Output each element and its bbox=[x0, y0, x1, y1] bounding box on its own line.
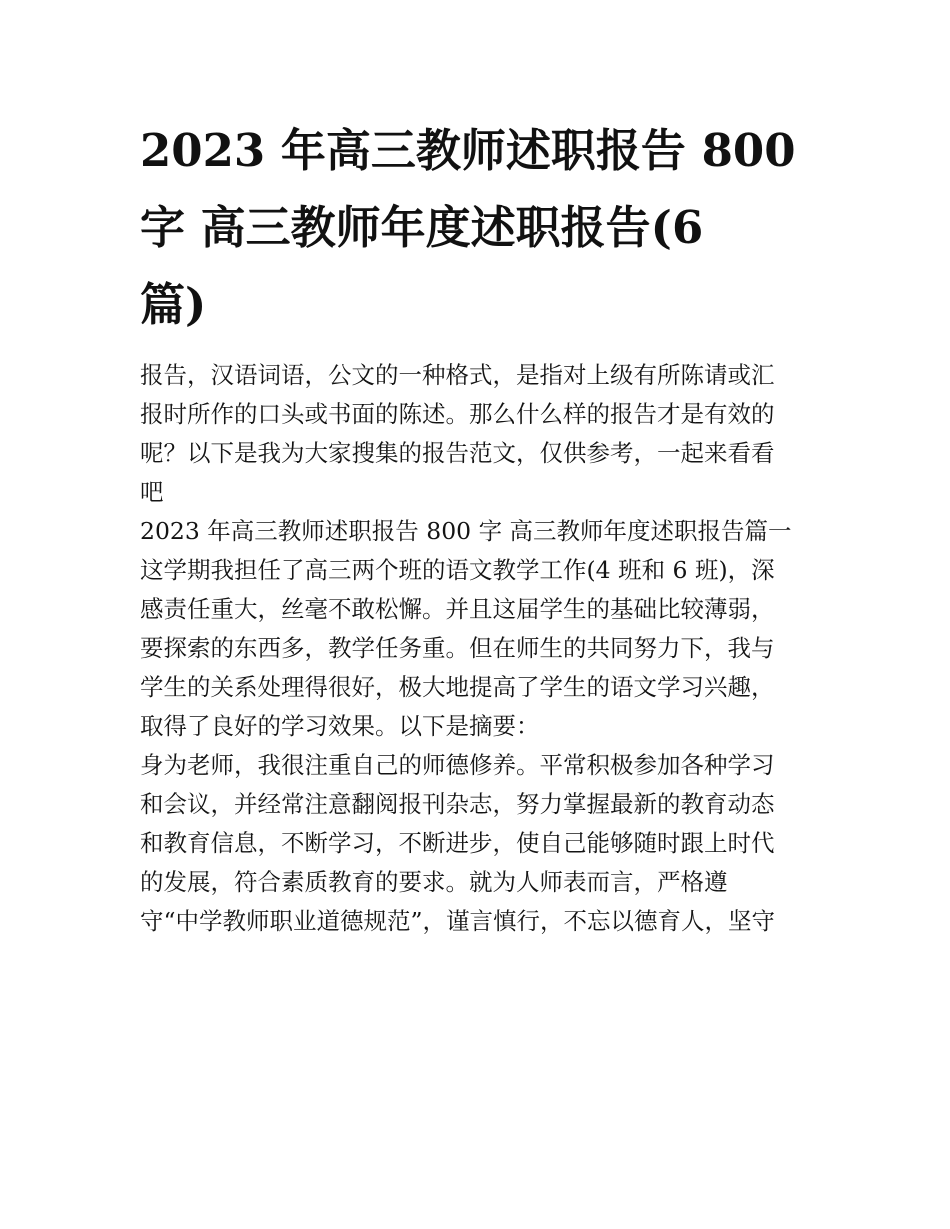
intro-line: 呢？以下是我为大家搜集的报告范文，仅供参考，一起来看看 bbox=[140, 439, 775, 467]
paragraph-line: 的发展，符合素质教育的要求。就为人师表而言，严格遵 bbox=[140, 868, 728, 896]
intro-line: 吧 bbox=[140, 478, 164, 506]
document-title bbox=[140, 112, 820, 343]
title-line-1: 2023 年高三教师述职报告 800 bbox=[140, 124, 796, 177]
paragraph-line: 守“中学教师职业道德规范”，谨言慎行，不忘以德育人，坚守 bbox=[140, 907, 776, 935]
paragraph-line: 身为老师，我很注重自己的师德修养。平常积极参加各种学习 bbox=[140, 751, 775, 779]
paragraph-line: 感责任重大，丝毫不敢松懈。并且这届学生的基础比较薄弱， bbox=[140, 595, 775, 623]
paragraph-line: 学生的关系处理得很好，极大地提高了学生的语文学习兴趣， bbox=[140, 673, 775, 701]
paragraph-line: 和教育信息，不断学习，不断进步，使自己能够随时跟上时代 bbox=[140, 829, 775, 857]
intro-line: 报告，汉语词语，公文的一种格式，是指对上级有所陈请或汇 bbox=[140, 361, 775, 389]
document-body bbox=[140, 356, 820, 941]
paragraph-line: 取得了良好的学习效果。以下是摘要： bbox=[140, 712, 540, 740]
paragraph-line: 这学期我担任了高三两个班的语文教学工作(4 班和 6 班)，深 bbox=[140, 556, 775, 584]
title-line-3: 篇) bbox=[140, 278, 207, 331]
paragraph-2 bbox=[140, 746, 820, 941]
paragraph-line: 和会议，并经常注意翻阅报刊杂志，努力掌握最新的教育动态 bbox=[140, 790, 775, 818]
paragraph-1 bbox=[140, 551, 820, 746]
intro-paragraph bbox=[140, 356, 820, 512]
intro-line: 报时所作的口头或书面的陈述。那么什么样的报告才是有效的 bbox=[140, 400, 775, 428]
paragraph-line: 要探索的东西多，教学任务重。但在师生的共同努力下，我与 bbox=[140, 634, 775, 662]
title-line-2: 字 高三教师年度述职报告(6 bbox=[140, 201, 704, 254]
section-heading: 2023 年高三教师述职报告 800 字 高三教师年度述职报告篇一 bbox=[140, 517, 792, 545]
